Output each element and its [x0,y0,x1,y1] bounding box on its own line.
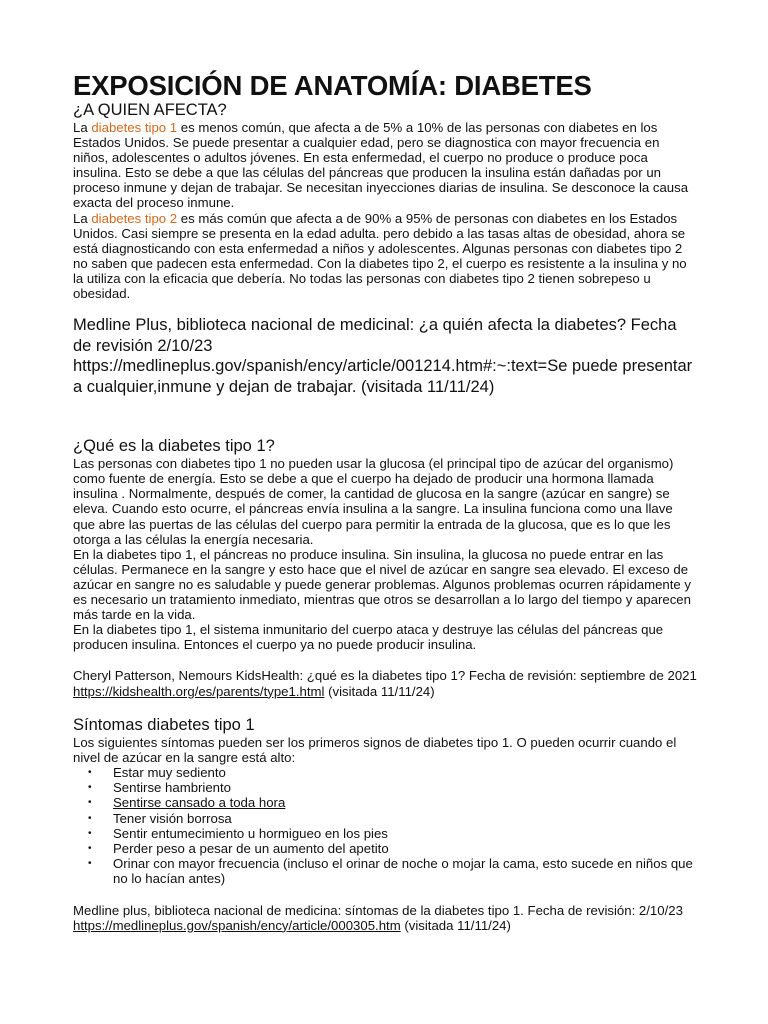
paragraph-type1-glucose: Las personas con diabetes tipo 1 no pueden usar la glucosa (el principal tipo de azúcar del organismo) como fuente de energía. Esto se debe a que el cuerpo ha dejado de producir una hormona llamada insulina . Normalmente, después de comer, la cantidad de glucosa en la sangre (azúcar en sangre) se eleva. Cuando esto ocurre, el páncreas envía insulina a la sangre. La insulina funciona como una llave que abre las puertas de las células del cuerpo para permitir la entrada de la glucosa, que es lo que les otorga a las células la energía necesaria. [73,456,674,547]
list-item: • Estar muy sediento [86,765,698,780]
section-heading-what-is-type1: ¿Qué es la diabetes tipo 1? [73,437,275,456]
link-diabetes-tipo-1[interactable]: diabetes tipo 1 [91,120,178,135]
text-fragment: (visitada 11/11/24) [324,683,435,699]
reference-medlineplus-symptoms [73,903,698,933]
spacer [73,397,698,437]
list-item: • Sentir entumecimiento u hormigueo en los pies [86,826,698,841]
text-fragment: La [73,210,92,226]
symptoms-list [73,765,698,887]
text-fragment: (visitada 11/11/24) [400,917,511,933]
text-fragment: es menos común, que afecta a de 5% a 10% de las personas con diabetes en los Estados Unidos. Se puede presentar a cualquier edad, pero se diagnostica con mayor frecuencia en niños, adolescentes o adultos jóvenes. En esta enfermedad, el cuerpo no produce o produce poca insulina. Esto se debe a que las células del páncreas que producen la insulina están dañadas por un proceso inmune y dejan de trabajar. Se necesitan inyecciones diarias de insulina. Se desconoce la causa exacta del proceso inmune. [73,120,689,211]
paragraph-type1-no-insulin: En la diabetes tipo 1, el páncreas no produce insulina. Sin insulina, la glucosa no puede entrar en las células. Permanece en la sangre y esto hace que el nivel de azúcar en sangre sea elevado. El exceso de azúcar en sangre no es saludable y puede generar problemas. Algunos problemas ocurren rápidamente y es necesario un tratamiento inmediato, mientras que otros se desarrollan a lo largo del tiempo y aparecen más tarde en la vida. [73,546,691,623]
list-item: • Perder peso a pesar de un aumento del apetito [86,841,698,856]
link-medlineplus-symptoms[interactable]: https://medlineplus.gov/spanish/ency/article/000305.htm [73,917,401,933]
link-diabetes-tipo-2[interactable]: diabetes tipo 2 [91,210,178,226]
list-item-link[interactable]: • Sentirse cansado a toda hora [86,795,698,810]
text-fragment: La [73,120,92,135]
text-fragment: Cheryl Patterson, Nemours KidsHealth: ¿qué es la diabetes tipo 1? Fecha de revisión: septiembre de 2021 [73,668,697,684]
page-title: EXPOSICIÓN DE ANATOMÍA: DIABETES [73,70,592,101]
list-item: • Orinar con mayor frecuencia (incluso el orinar de noche o mojar la cama, esto sucede en niños que no lo hacían antes) [86,856,698,886]
list-item: • Tener visión borrosa [86,811,698,826]
list-item: • Sentirse hambriento [86,780,698,795]
section-heading-who: ¿A QUIEN AFECTA? [73,101,227,119]
section-heading-symptoms: Síntomas diabetes tipo 1 [73,715,255,734]
reference-medlineplus-who: Medline Plus, biblioteca nacional de medicinal: ¿a quién afecta la diabetes? Fecha de revisión 2/10/23 https://medlineplus.gov/spanish/ency/article/001214.htm#:~:text=Se puede presentar a cualquier,inmune y dejan de trabajar. (visitada 11/11/24) [73,316,693,396]
paragraph-type1-immune: En la diabetes tipo 1, el sistema inmunitario del cuerpo ataca y destruye las células del páncreas que producen insulina. Entonces el cuerpo ya no puede producir insulina. [73,622,664,653]
paragraph-type2-who [73,211,698,302]
paragraph-symptoms-intro: Los siguientes síntomas pueden ser los primeros signos de diabetes tipo 1. O pueden ocurrir cuando el nivel de azúcar en la sangre está alto: [73,734,677,765]
text-fragment: Medline plus, biblioteca nacional de medicina: síntomas de la diabetes tipo 1. Fecha de revisión: 2/10/23 [73,902,683,918]
reference-kidshealth [73,668,698,698]
paragraph-type1-who [73,120,698,211]
link-kidshealth[interactable]: https://kidshealth.org/es/parents/type1.html [73,683,325,699]
text-fragment: es más común que afecta a de 90% a 95% de personas con diabetes en los Estados Unidos. Casi siempre se presenta en la edad adulta. pero debido a las tasas altas de obesidad, ahora se está diagnosticando con esta enfermedad a niños y adolescentes. Algunas personas con diabetes tipo 2 no saben que padecen esta enfermedad. Con la diabetes tipo 2, el cuerpo es resistente a la insulina y no la utiliza con la eficacia que debería. No todas las personas con diabetes tipo 2 tienen sobrepeso u obesidad. [73,210,687,302]
